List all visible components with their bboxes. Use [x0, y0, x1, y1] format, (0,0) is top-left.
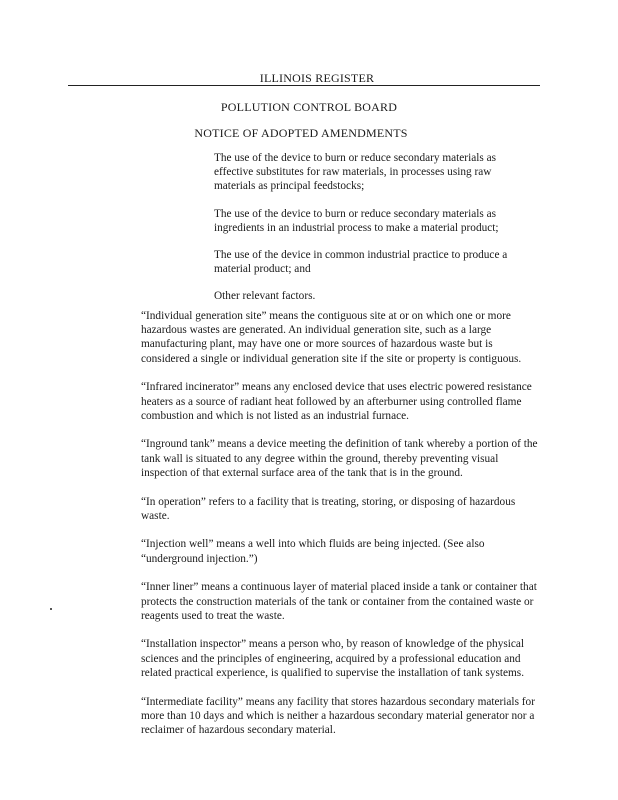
- definition-paragraph: “Infrared incinerator” means any enclosed device that uses electric powered resistance heaters as a source of radiant heat followed by an afterburner using controlled flame combustion and which is not listed as an industrial furnace.: [141, 381, 532, 422]
- definition-paragraph: “In operation” refers to a facility that is treating, storing, or disposing of hazardous waste.: [141, 495, 516, 522]
- factor-item: The use of the device to burn or reduce secondary materials as ingredients in an industrial process to make a material product;: [214, 207, 499, 234]
- factor-item: The use of the device in common industrial practice to produce a material product; and: [214, 249, 508, 276]
- definition-paragraph: “Inner liner” means a continuous layer of material placed inside a tank or container that protects the construction materials of the tank or container from the contained waste or reagents used to treat the waste.: [141, 581, 537, 622]
- definition-paragraph: “Installation inspector” means a person who, by reason of knowledge of the physical sciences and the principles of engineering, acquired by a professional education and related practical experience, is qualified to supervise the installation of tank systems.: [141, 638, 525, 679]
- factor-item: The use of the device to burn or reduce secondary materials as effective substitutes for raw materials, in processes using raw materials as principal feedstocks;: [214, 152, 496, 193]
- definitions-list: [141, 309, 541, 752]
- factor-list: [214, 151, 534, 317]
- board-name: POLLUTION CONTROL BOARD: [220, 100, 398, 114]
- definition-paragraph: “Inground tank” means a device meeting the definition of tank whereby a portion of the tank wall is situated to any degree within the ground, thereby preventing visual inspection of that external surface area of the tank that is in the ground.: [141, 438, 538, 479]
- definition-paragraph: “Intermediate facility” means any facility that stores hazardous secondary materials for more than 10 days and which is neither a hazardous secondary material generator nor a reclaimer of hazardous secondary material.: [141, 695, 535, 736]
- register-title: ILLINOIS REGISTER: [259, 71, 375, 85]
- factor-item: Other relevant factors.: [214, 290, 316, 303]
- definition-paragraph: “Individual generation site” means the contiguous site at or on which one or more hazardous wastes are generated. An individual generation site, such as a large manufacturing plant, may have one or more sources of hazardous waste but is considered a single or individual generation site if the site or property is contiguous.: [141, 310, 522, 365]
- header-divider: [68, 85, 540, 86]
- margin-mark: [50, 608, 52, 610]
- definition-paragraph: “Injection well” means a well into which fluids are being injected. (See also “underground injection.”): [141, 538, 485, 565]
- notice-title: NOTICE OF ADOPTED AMENDMENTS: [194, 126, 408, 140]
